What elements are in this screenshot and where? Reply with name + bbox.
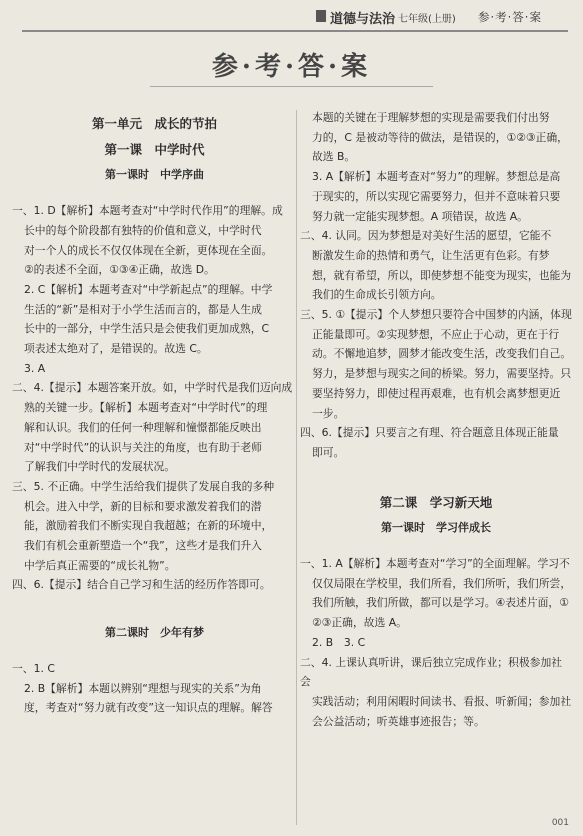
answer-line: 一、1. D【解析】本题考查对“中学时代作用”的理解。成 bbox=[12, 204, 283, 218]
answer-line: 2. B 3. C bbox=[312, 635, 366, 649]
page-header bbox=[0, 0, 583, 34]
answer-line: 对一个人的成长不仅仅体现在全新，更体现在全面。 bbox=[24, 243, 273, 257]
answer-line: 3. A bbox=[24, 361, 46, 375]
right-column bbox=[300, 108, 572, 828]
grade-label: 七年级(上册) bbox=[398, 14, 456, 25]
answer-line: ②③正确，故选 A。 bbox=[312, 616, 407, 630]
answer-line: 力的，C 是被动等待的做法，是错误的，①②③正确， bbox=[312, 130, 568, 144]
section-label: 参·考·答·案 bbox=[478, 10, 542, 24]
answer-line: 2. B【解析】本题以辨别“理想与现实的关系”为角 bbox=[24, 681, 262, 695]
answer-line: 二、4. 上课认真听讲，课后独立完成作业；积极参加社会 bbox=[300, 655, 563, 689]
answer-line: 机会。进入中学，新的目标和要求激发着我们的潜 bbox=[24, 499, 262, 513]
answer-line: 于现实的，所以实现它需要努力，但并不意味着只要 bbox=[312, 189, 561, 203]
unit-heading: 第一单元 成长的节拍 bbox=[91, 116, 217, 131]
answer-line: 熟的关键一步。【解析】本题考查对“中学时代”的理 bbox=[24, 401, 268, 415]
answer-line: 我们有机会重新塑造一个“我”，这些才是我们升入 bbox=[24, 539, 262, 553]
page-title: 参·考·答·案 bbox=[211, 52, 372, 82]
answer-line: 二、4.【提示】本题答案开放。如，中学时代是我们迈向成 bbox=[12, 381, 293, 395]
answer-line: 会公益活动；听英雄事迹报告；等。 bbox=[312, 714, 485, 728]
answer-line: 生活的“新”是相对于小学生活而言的，都是人生成 bbox=[24, 302, 262, 316]
answer-line: 长中的每个阶段都有独特的价值和意义，中学时代 bbox=[24, 223, 262, 237]
answer-line: 即可。 bbox=[312, 445, 345, 459]
answer-line: 对“中学时代”的认识与关注的角度，也有助于老师 bbox=[24, 440, 262, 454]
answer-line: 我们的生命成长引领方向。 bbox=[312, 288, 442, 302]
answer-line: 实践活动；利用闲暇时间读书、看报、听新闻；参加社 bbox=[312, 694, 572, 708]
title-rule bbox=[150, 86, 433, 87]
answer-line: 要坚持努力，即使过程再艰难，也有机会离梦想更近 bbox=[312, 386, 561, 400]
answer-line: 努力，是梦想与现实之间的桥梁。努力，需要坚持。只 bbox=[312, 367, 572, 381]
answer-line: 解和认识。我们的任何一种理解和憧憬都能反映出 bbox=[24, 420, 262, 434]
lesson-heading: 第一课 中学时代 bbox=[104, 141, 205, 157]
answer-line: 3. A【解析】本题考查对“努力”的理解。梦想总是高 bbox=[312, 170, 561, 184]
answer-line: 四、6.【提示】结合自己学习和生活的经历作答即可。 bbox=[12, 578, 271, 592]
left-column bbox=[12, 114, 297, 834]
answer-line: 2. C【解析】本题考查对“中学新起点”的理解。中学 bbox=[24, 282, 273, 296]
answer-line: 故选 B。 bbox=[312, 150, 356, 164]
lesson-heading: 第二课 学习新天地 bbox=[379, 494, 493, 510]
answer-line: ②的表述不全面，①③④正确，故选 D。 bbox=[24, 263, 215, 277]
answer-line: 中学后真正需要的“成长礼物”。 bbox=[24, 558, 176, 572]
period-heading: 第二课时 少年有梦 bbox=[105, 626, 204, 640]
answer-line: 正能量即可。②实现梦想，不应止于心动，更在于行 bbox=[312, 327, 560, 341]
answer-line: 了解我们中学时代的发展状况。 bbox=[24, 460, 176, 474]
subject-title: 道德与法治 bbox=[330, 12, 396, 27]
answer-line: 努力就一定能实现梦想。A 项错误，故选 A。 bbox=[312, 209, 528, 223]
answer-line: 我们所触，我们所做，都可以是学习。④表述片面，① bbox=[312, 596, 569, 610]
answer-line: 一、1. C bbox=[12, 661, 55, 675]
answer-line: 长中的一部分，中学生活只是会使我们更加成熟，C bbox=[24, 322, 270, 336]
answer-line: 能，激励着我们不断实现自我超越；在新的环境中， bbox=[24, 519, 273, 533]
answer-line: 项表述太绝对了，是错误的。故选 C。 bbox=[24, 342, 208, 356]
book-logo-icon bbox=[316, 10, 326, 22]
answer-line: 三、5. ①【提示】个人梦想只要符合中国梦的内涵，体现 bbox=[300, 308, 572, 322]
header-rule bbox=[22, 30, 568, 32]
period-heading: 第一课时 中学序曲 bbox=[105, 168, 204, 182]
answer-line: 仅仅局限在学校里，我们所看，我们所听，我们所尝， bbox=[312, 576, 572, 590]
answer-line: 本题的关键在于理解梦想的实现是需要我们付出努 bbox=[312, 111, 550, 124]
answer-line: 想，就有希望，所以，即使梦想不能变为现实，也能为 bbox=[312, 268, 572, 282]
answer-line: 一、1. A【解析】本题考查对“学习”的全面理解。学习不 bbox=[300, 557, 570, 571]
answer-line: 度，考查对“努力就有改变”这一知识点的理解。解答 bbox=[24, 701, 273, 715]
answer-line: 动。不懈地追梦，圆梦才能改变生活，改变我们自己。 bbox=[312, 347, 572, 361]
period-heading: 第一课时 学习伴成长 bbox=[381, 521, 491, 535]
answer-line: 三、5. 不正确。中学生活给我们提供了发展自我的多种 bbox=[12, 479, 275, 493]
page-number: 001 bbox=[551, 818, 569, 828]
answer-line: 二、4. 认同。因为梦想是对美好生活的愿望，它能不 bbox=[300, 229, 552, 243]
answer-line: 一步。 bbox=[312, 406, 345, 420]
answer-line: 断激发生命的热情和勇气，让生活更有色彩。有梦 bbox=[312, 248, 550, 262]
answer-line: 四、6.【提示】只要言之有理、符合题意且体现正能量 bbox=[300, 426, 559, 440]
